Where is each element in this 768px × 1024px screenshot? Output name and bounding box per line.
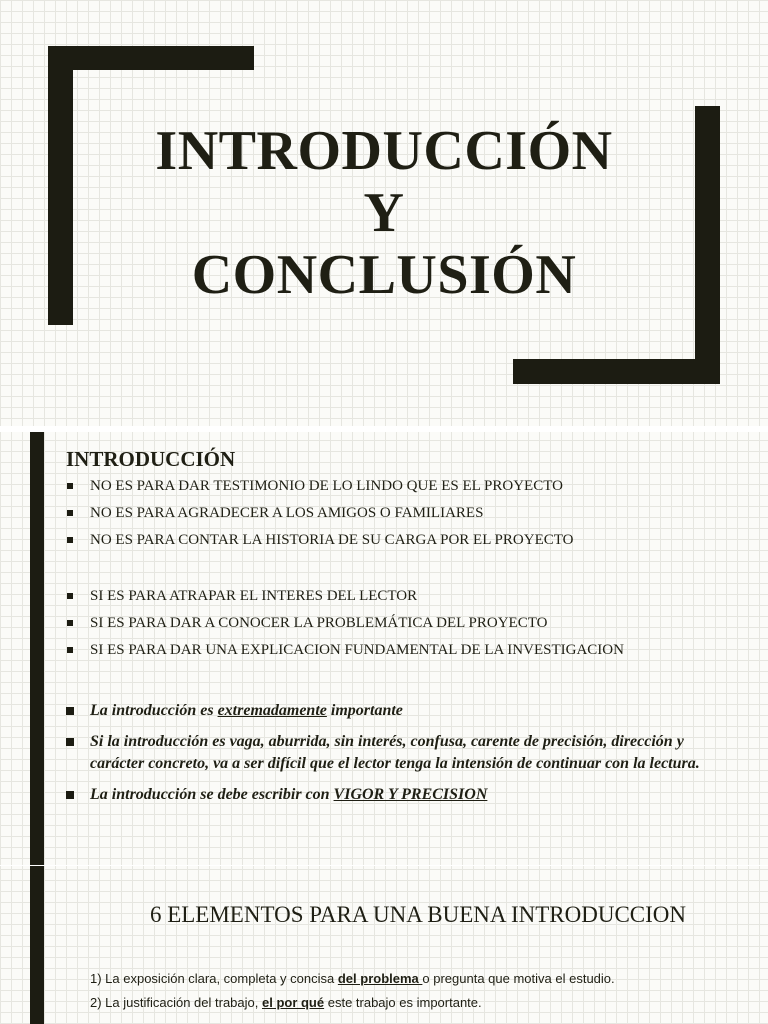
square-bullet-icon <box>67 510 73 516</box>
left-accent-bar <box>30 432 44 865</box>
list-item: NO ES PARA AGRADECER A LOS AMIGOS O FAMILIARES <box>66 503 573 530</box>
list-item: La introducción se debe escribir con VIGOR Y PRECISION <box>66 784 716 806</box>
left-accent-bar <box>30 866 44 1024</box>
elements-list <box>90 970 615 1018</box>
bracket-bottom-right-horizontal <box>513 359 720 384</box>
list-item: SI ES PARA ATRAPAR EL INTERES DEL LECTOR <box>66 586 624 613</box>
not-for-list <box>66 476 573 557</box>
square-bullet-icon <box>67 593 73 599</box>
bracket-top-left-horizontal <box>48 46 254 70</box>
title-slide <box>0 0 768 425</box>
list-item: NO ES PARA CONTAR LA HISTORIA DE SU CARGA POR EL PROYECTO <box>66 530 573 557</box>
square-bullet-icon <box>67 647 73 653</box>
square-bullet-icon <box>66 791 74 799</box>
title-line-3: CONCLUSIÓN <box>191 244 577 306</box>
introduction-slide <box>0 432 768 865</box>
square-bullet-icon <box>66 738 74 746</box>
title-line-2: Y <box>363 182 405 244</box>
elements-heading: 6 ELEMENTOS PARA UNA BUENA INTRODUCCION <box>149 902 687 927</box>
emphasis-list <box>66 700 716 815</box>
square-bullet-icon <box>67 537 73 543</box>
highlighted-text: el por qué <box>261 995 325 1010</box>
list-item: 2) La justificación del trabajo, el por qué este trabajo es importante. <box>90 995 482 1010</box>
square-bullet-icon <box>67 483 73 489</box>
elements-slide <box>0 866 768 1024</box>
square-bullet-icon <box>67 620 73 626</box>
list-item: SI ES PARA DAR A CONOCER LA PROBLEMÁTICA DEL PROYECTO <box>66 613 624 640</box>
underlined-phrase: VIGOR Y PRECISION <box>333 786 488 803</box>
title-line-1: INTRODUCCIÓN <box>155 120 613 182</box>
highlighted-text: del problema <box>337 971 423 986</box>
slide-title <box>0 120 768 306</box>
list-item: NO ES PARA DAR TESTIMONIO DE LO LINDO QUE ES EL PROYECTO <box>66 476 573 503</box>
introduction-heading: INTRODUCCIÓN <box>66 447 236 471</box>
underlined-word: extremadamente <box>217 702 327 719</box>
list-item: Si la introducción es vaga, aburrida, sin interés, confusa, carente de precisión, dirección y carácter concreto, va a ser difícil que el lector tenga la intensión de continuar con la lectura. <box>66 731 716 775</box>
list-item: 1) La exposición clara, completa y concisa del problema o pregunta que motiva el estudio. <box>90 971 615 986</box>
list-item: SI ES PARA DAR UNA EXPLICACION FUNDAMENTAL DE LA INVESTIGACION <box>66 640 624 667</box>
list-item: La introducción es extremadamente importante <box>66 700 716 722</box>
yes-for-list <box>66 586 624 667</box>
square-bullet-icon <box>66 707 74 715</box>
